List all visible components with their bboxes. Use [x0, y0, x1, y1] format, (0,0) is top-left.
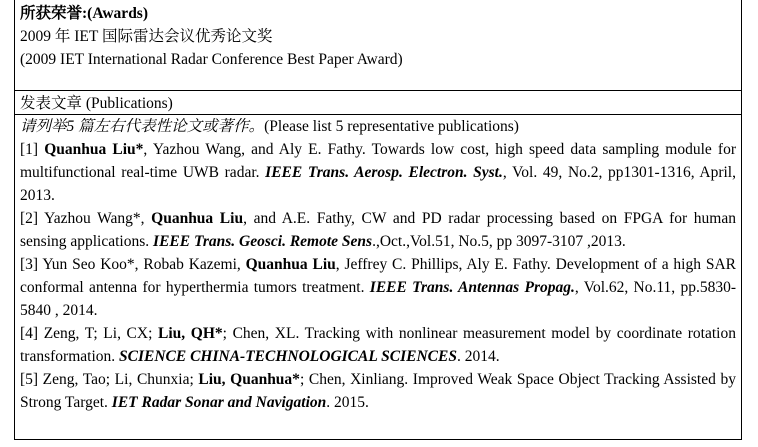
publication-body: , Yazhou Wang, and Aly E. Fathy. Towards low cost, high speed data sampling module for multifunctional real-time UWB radar. [20, 141, 736, 181]
publication-prefix: [2] Yazhou Wang*, [20, 210, 152, 227]
publication-item [20, 253, 736, 322]
publication-journal: SCIENCE CHINA-TECHNOLOGICAL SCIENCES [119, 348, 457, 365]
publication-highlighted-author: Quanhua Liu* [44, 141, 144, 158]
publication-highlighted-author: Liu, QH* [158, 325, 223, 342]
publications-heading: 发表文章 (Publications) [20, 95, 173, 112]
publication-journal: IEEE Trans. Aerosp. Electron. Syst. [265, 164, 503, 181]
publication-prefix: [3] Yun Seo Koo*, Robab Kazemi, [20, 256, 246, 273]
publication-item [20, 138, 736, 207]
instruction-english: (Please list 5 representative publications) [264, 118, 519, 135]
award-line-english: (2009 IET International Radar Conference Best Paper Award) [20, 51, 403, 68]
awards-section [15, 0, 741, 91]
publication-body: ; Chen, Xinliang. Improved Weak Space Object Tracking Assisted by Strong Target. [20, 371, 736, 411]
publications-heading-row [15, 91, 741, 115]
awards-heading: 所获荣誉:(Awards) [20, 5, 149, 22]
publication-highlighted-author: Liu, Quanhua* [198, 371, 300, 388]
publication-details: , Vol.62, No.11, pp.5830-5840 , 2014. [20, 279, 736, 319]
publication-body: , Jeffrey C. Phillips, Aly E. Fathy. Development of a high SAR conformal antenna for hyperthermia tumors treatment. [20, 256, 736, 296]
publication-journal: IEEE Trans. Geosci. Remote Sens [153, 233, 373, 250]
publication-details: .,Oct.,Vol.51, No.5, pp 3097-3107 ,2013. [372, 233, 626, 250]
award-line-chinese: 2009 年 IET 国际雷达会议优秀论文奖 [20, 28, 273, 45]
publication-prefix: [1] [20, 141, 45, 158]
publication-body: , and A.E. Fathy, CW and PD radar processing based on FPGA for human sensing applications. [20, 210, 736, 250]
publication-highlighted-author: Quanhua Liu [151, 210, 244, 227]
publication-item [20, 322, 736, 368]
publication-item [20, 368, 736, 414]
publication-body: ; Chen, XL. Tracking with nonlinear measurement model by coordinate rotation transformation. [20, 325, 736, 365]
publication-prefix: [4] Zeng, T; Li, CX; [20, 325, 159, 342]
instruction-chinese: 请列举5 篇左右代表性论文或著作。 [20, 118, 265, 135]
publications-instruction [20, 115, 736, 138]
publication-details: , Vol. 49, No.2, pp1301-1316, April, 2013. [20, 164, 736, 204]
publication-details: . 2015. [326, 394, 369, 411]
document-table [14, 0, 742, 440]
publication-journal: IET Radar Sonar and Navigation [111, 394, 327, 411]
publication-journal: IEEE Trans. Antennas Propag. [369, 279, 575, 296]
publication-prefix: [5] Zeng, Tao; Li, Chunxia; [20, 371, 199, 388]
publication-item [20, 207, 736, 253]
publication-details: . 2014. [456, 348, 500, 365]
publication-highlighted-author: Quanhua Liu [245, 256, 336, 273]
publications-section [15, 115, 741, 414]
